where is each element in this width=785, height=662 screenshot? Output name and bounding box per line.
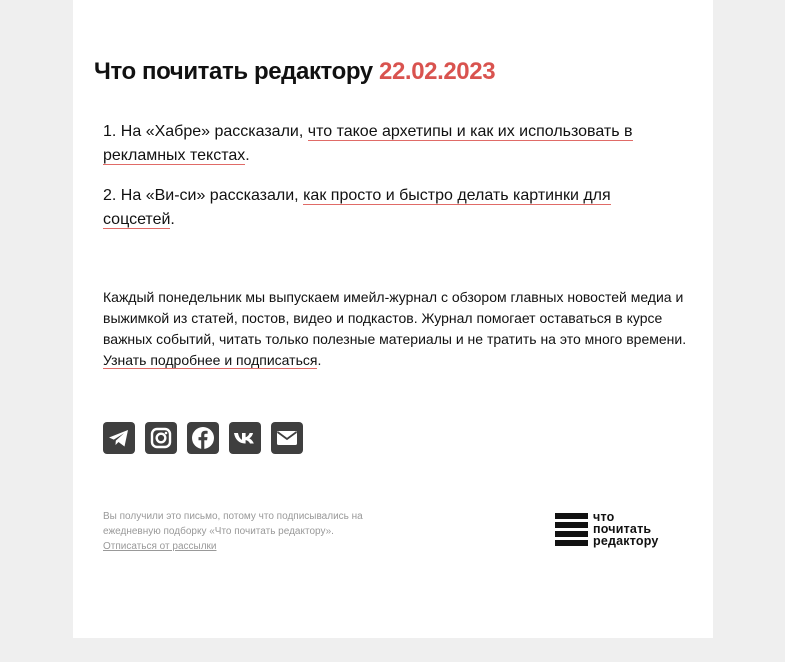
social-links	[103, 422, 313, 454]
logo-line-3: редактору	[593, 534, 659, 548]
page-title	[94, 58, 495, 86]
item-prefix: 2. На «Ви-си» рассказали,	[103, 187, 304, 204]
email-card	[73, 0, 713, 638]
facebook-icon[interactable]	[187, 422, 219, 454]
item-suffix: .	[170, 211, 175, 228]
brand-logo	[555, 512, 685, 552]
list-item	[103, 184, 643, 232]
list-item	[103, 120, 643, 168]
about-text: Каждый понедельник мы выпускаем имейл-журнал с обзором главных новостей медиа и выжимкой из статей, постов, видео и подкастов. Журнал помогает оставаться в курсе важных событий, читать только полезные материалы и не тратить на это много времени.	[103, 289, 687, 347]
email-icon[interactable]	[271, 422, 303, 454]
logo-text	[593, 511, 659, 547]
title-text: Что почитать редактору	[94, 58, 373, 85]
footer-note-text: Вы получили это письмо, потому что подписывались на ежедневную подборку «Что почитать редактору».	[103, 511, 363, 537]
item-suffix: .	[245, 147, 250, 164]
logo-line-1: что	[593, 510, 615, 524]
article-link-social-images[interactable]: как просто и быстро делать картинки для соцсетей	[103, 187, 611, 228]
about-suffix: .	[317, 352, 322, 368]
vk-icon[interactable]	[229, 422, 261, 454]
telegram-icon[interactable]	[103, 422, 135, 454]
unsubscribe-link[interactable]: Отписаться от рассылки	[103, 541, 217, 552]
instagram-icon[interactable]	[145, 422, 177, 454]
issue-date: 22.02.2023	[379, 58, 496, 85]
article-link-archetypes[interactable]: что такое архетипы и как их использовать в рекламных текстах	[103, 123, 633, 164]
footer-note	[103, 509, 393, 554]
subscribe-link[interactable]: Узнать подробнее и подписаться	[103, 352, 318, 368]
logo-bars	[555, 513, 588, 549]
about-paragraph	[103, 287, 688, 371]
article-list	[103, 120, 643, 248]
logo-line-2: почитать	[593, 522, 652, 536]
item-prefix: 1. На «Хабре» рассказали,	[103, 123, 308, 140]
